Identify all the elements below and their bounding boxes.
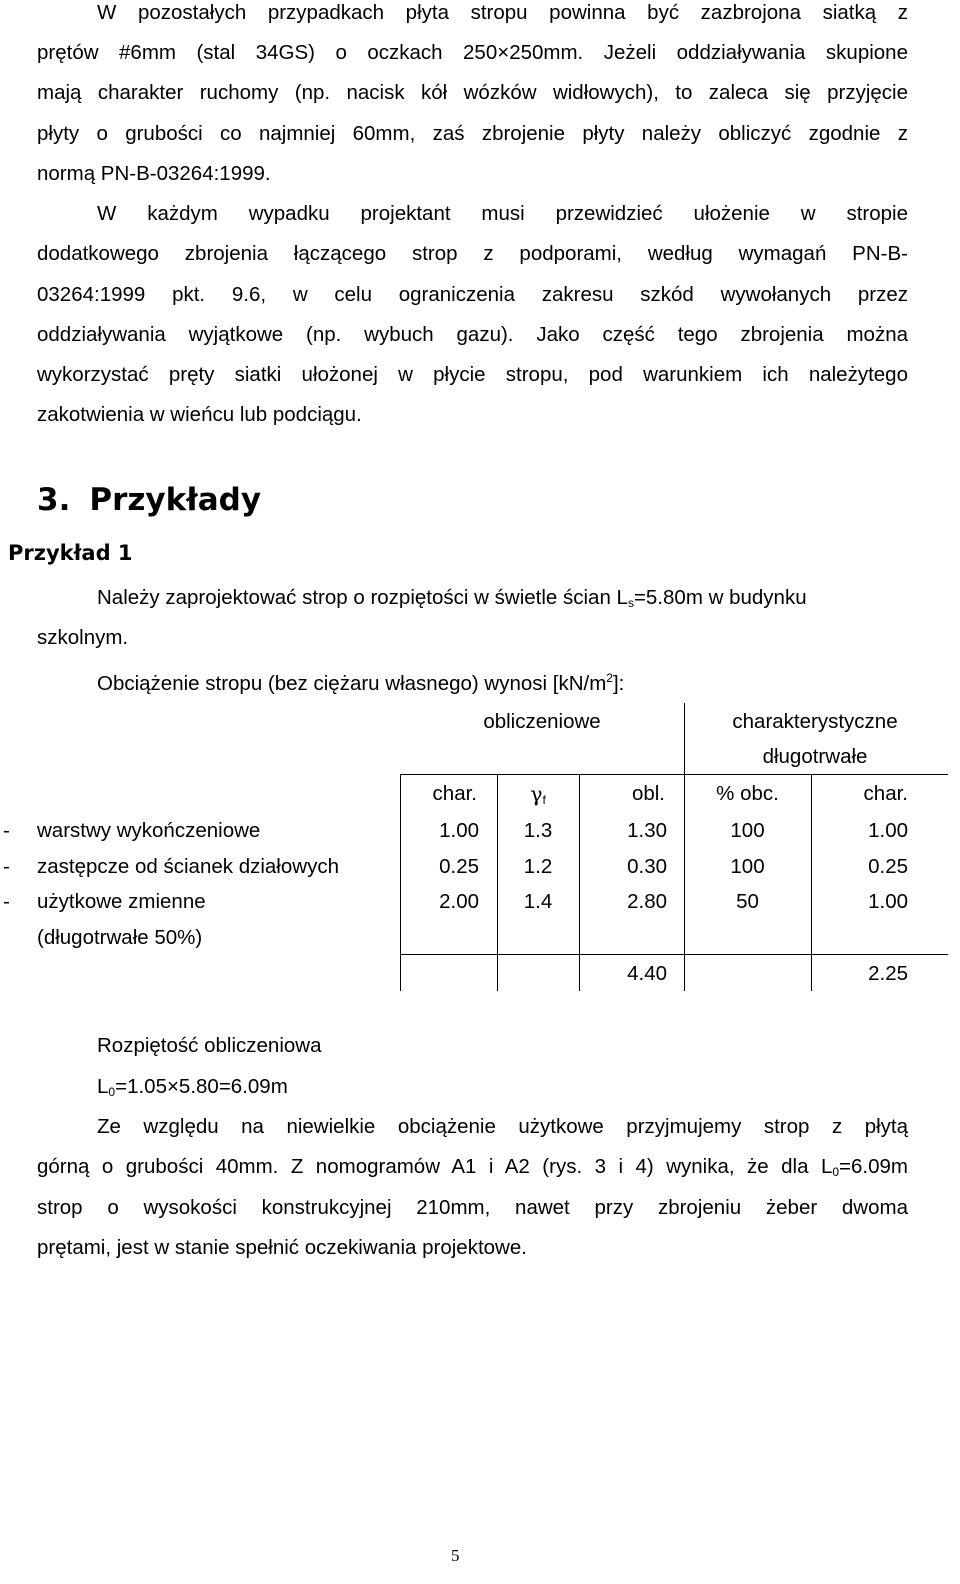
task-text-b: =5.80m w budynku bbox=[633, 586, 807, 609]
col-header-gamma bbox=[497, 781, 579, 813]
para2-line-2: dodatkowego zbrojenia łączącego strop z podporami, według wymagań PN-B- bbox=[37, 242, 908, 265]
example-title: Przykład 1 bbox=[8, 541, 133, 565]
row-1-pct: 100 bbox=[730, 819, 765, 842]
example-task-line-1 bbox=[97, 585, 807, 616]
gamma-symbol: γ bbox=[530, 782, 543, 806]
row-3-obl: 2.80 bbox=[627, 890, 667, 913]
sum-char2: 2.25 bbox=[868, 962, 908, 985]
col-header-pct: % obc. bbox=[716, 782, 779, 805]
row-1-obl: 1.30 bbox=[627, 819, 667, 842]
load-text-a: Obciążenie stropu (bez ciężaru własnego) wynosi [kN/m bbox=[97, 672, 607, 695]
section-title: Przykłady bbox=[89, 482, 262, 518]
page-number: 5 bbox=[451, 1546, 460, 1565]
section-heading bbox=[37, 482, 261, 518]
para2-line-4: oddziaływania wyjątkowe (np. wybuch gazu). Jako część tego zbrojenia można bbox=[37, 323, 908, 346]
row-2-label: zastępcze od ścianek działowych bbox=[37, 855, 339, 878]
col-header-char2: char. bbox=[863, 782, 908, 805]
para2-line-1: W każdym wypadku projektant musi przewidzieć ułożenie w stropie bbox=[97, 202, 908, 225]
col-header-char: char. bbox=[432, 782, 477, 805]
row-2-char: 0.25 bbox=[439, 855, 479, 878]
row-3-pct: 50 bbox=[736, 890, 759, 913]
load-superscript: 2 bbox=[606, 671, 613, 685]
row-3-char: 2.00 bbox=[439, 890, 479, 913]
sum-obl: 4.40 bbox=[627, 962, 667, 985]
row-1-gamma: 1.3 bbox=[523, 819, 553, 842]
gamma-subscript: f bbox=[542, 793, 546, 807]
table-header-rule bbox=[400, 774, 948, 775]
col-header-obl: obl. bbox=[631, 782, 665, 805]
row-3-label: użytkowe zmienne bbox=[37, 890, 206, 913]
table-group-char-1: charakterystyczne bbox=[732, 710, 898, 733]
row-3-gamma: 1.4 bbox=[523, 890, 553, 913]
conclusion-line-1: Ze względu na niewielkie obciążenie użytkowe przyjmujemy strop z płytą bbox=[97, 1115, 908, 1138]
row-2-dash: - bbox=[3, 855, 10, 878]
table-divider-top bbox=[684, 703, 685, 774]
conclusion-subscript: 0 bbox=[832, 1165, 840, 1179]
span-formula bbox=[97, 1074, 288, 1105]
table-group-char-2: długotrwałe bbox=[762, 745, 868, 768]
section-number: 3. bbox=[37, 482, 71, 518]
intro-line-5: normą PN-B-03264:1999. bbox=[37, 162, 271, 185]
row-2-char2: 0.25 bbox=[868, 855, 908, 878]
task-text-a: Należy zaprojektować strop o rozpiętości w świetle ścian L bbox=[97, 586, 628, 609]
row-2-pct: 100 bbox=[730, 855, 765, 878]
conclusion-line-4: prętami, jest w stanie spełnić oczekiwania projektowe. bbox=[37, 1236, 527, 1259]
para2-line-6: zakotwienia w wieńcu lub podciągu. bbox=[37, 403, 362, 426]
para2-line-3: 03264:1999 pkt. 9.6, w celu ograniczenia zakresu szkód wywołanych przez bbox=[37, 283, 908, 306]
intro-line-3: mają charakter ruchomy (np. nacisk kół wózków widłowych), to zaleca się przyjęcie bbox=[37, 81, 908, 104]
intro-line-1: W pozostałych przypadkach płyta stropu powinna być zazbrojona siatką z bbox=[97, 1, 908, 24]
conclusion-text-a: górną o grubości 40mm. Z nomogramów A1 i A2 (rys. 3 i 4) wynika, że dla L bbox=[37, 1155, 833, 1178]
row-1-label: warstwy wykończeniowe bbox=[37, 819, 261, 842]
span-L: L bbox=[97, 1075, 109, 1098]
example-task-line-2: szkolnym. bbox=[37, 626, 129, 649]
conclusion-line-2 bbox=[37, 1154, 908, 1185]
row-3-char2: 1.00 bbox=[868, 890, 908, 913]
conclusion-line-3: strop o wysokości konstrukcyjnej 210mm, nawet przy zbrojeniu żeber dwoma bbox=[37, 1196, 908, 1219]
row-3-dash: - bbox=[3, 890, 10, 913]
span-label: Rozpiętość obliczeniowa bbox=[97, 1034, 322, 1057]
load-text-b: ]: bbox=[612, 672, 625, 695]
row-2-gamma: 1.2 bbox=[523, 855, 553, 878]
row-2-obl: 0.30 bbox=[627, 855, 667, 878]
row-1-dash: - bbox=[3, 819, 10, 842]
load-intro bbox=[97, 665, 624, 697]
intro-line-4: płyty o grubości co najmniej 60mm, zaś zbrojenie płyty należy obliczyć zgodnie z bbox=[37, 122, 908, 145]
table-sum-rule bbox=[400, 954, 948, 955]
span-value: =1.05×5.80=6.09m bbox=[115, 1075, 288, 1098]
row-1-char2: 1.00 bbox=[868, 819, 908, 842]
table-group-calc: obliczeniowe bbox=[483, 710, 601, 733]
intro-line-2: prętów #6mm (stal 34GS) o oczkach 250×250mm. Jeżeli oddziaływania skupione bbox=[37, 41, 908, 64]
span-subscript: 0 bbox=[108, 1085, 116, 1099]
task-subscript: s bbox=[627, 596, 634, 610]
para2-line-5: wykorzystać pręty siatki ułożonej w płycie stropu, pod warunkiem ich należytego bbox=[37, 363, 908, 386]
conclusion-text-b: =6.09m bbox=[839, 1155, 908, 1178]
row-3-label-2: (długotrwałe 50%) bbox=[37, 926, 203, 949]
row-1-char: 1.00 bbox=[439, 819, 479, 842]
